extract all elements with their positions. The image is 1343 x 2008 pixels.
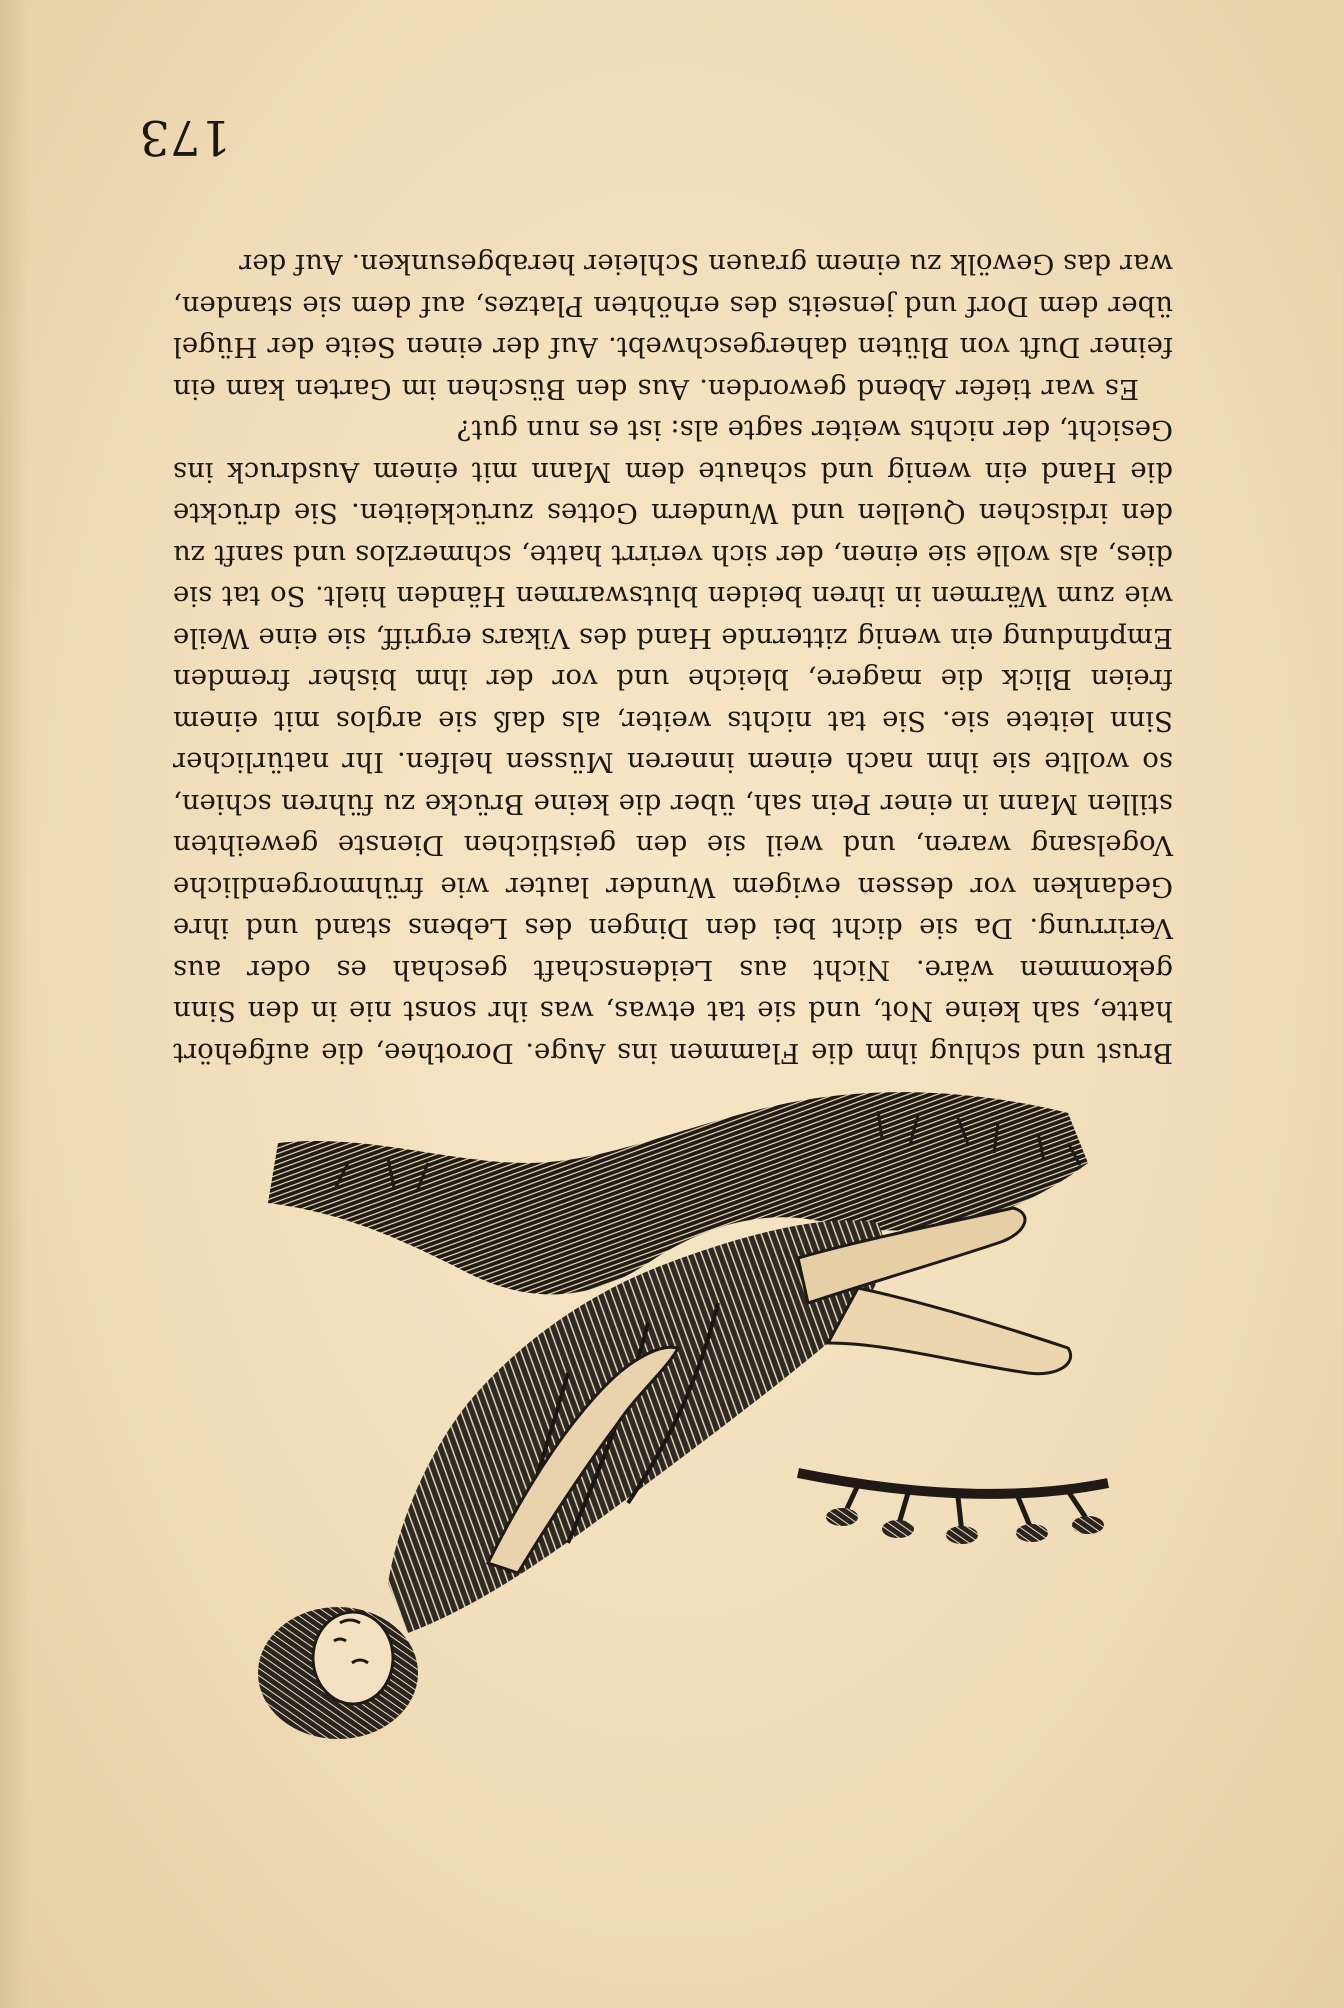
body-text — [173, 243, 1173, 1073]
paragraph: Brust und schlug ihm die Flammen ins Auge. Dorothee, die aufgehört hatte, sah keine Not, und sie tat etwas, was ihr sonst nie in den Sinn gekommen wäre. Nicht aus Leidenschaft geschah es oder aus Verirrung. Da sie dicht bei den Dingen des Lebens stand und ihre Gedanken vor dessen ewigem Wunder lauter wie frühmorgendliche Vogelsang waren, und weil sie den geistlichen Dienste geweihten stillen Mann in einer Pein sah, über die keine Brücke zu führen schien, so wollte sie ihm nach einem inneren Müssen helfen. Ihr natürlicher Sinn leitete sie. Sie tat nichts weiter, als daß sie arglos mit einem freien Blick die magere, bleiche und vor der ihm bisher fremden Empfindung ein wenig zitternde Hand des Vikars ergriff, sie eine Weile wie zum Wärmen in ihren beiden blutswarmen Händen hielt. So tat sie dies, als wolle sie einen, der sich verirrt hatte, schmerzlos und sanft zu den irdischen Quellen und Wundern Gottes zurückleiten. Sie drückte die Hand ein wenig und schaute dem Mann mit einem Ausdruck ins Gesicht, der nichts weiter sagte als: ist es nun gut? — [173, 414, 1173, 1069]
page-number: 173 — [139, 109, 231, 165]
woodcut-illustration-reclining-woman — [248, 1053, 1128, 1863]
paragraph: Es war tiefer Abend geworden. Aus den Büschen im Garten kam ein feiner Duft von Blüten dahergeschwebt. Auf der einen Seite der Hügel über dem Dorf und jenseits des erhöhten Platzes, auf dem sie standen, war das Gewölk zu einem grauen Schleier herabgesunken. Auf der — [173, 248, 1173, 405]
